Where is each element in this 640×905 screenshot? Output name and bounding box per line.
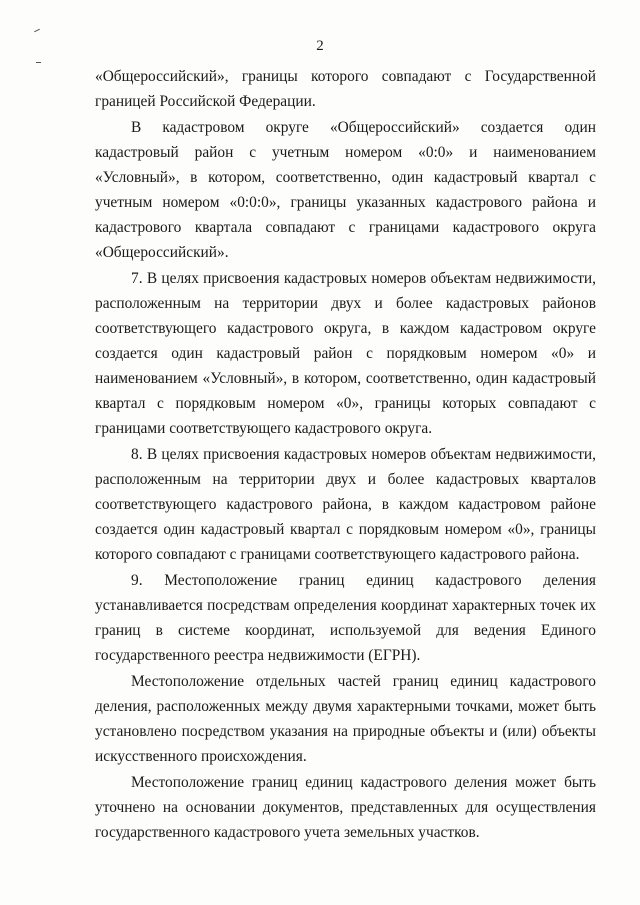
paragraph-continuation: «Общероссийский», границы которого совпадают с Государственной границей Российской Федерации.	[95, 68, 596, 110]
paragraph-item-9: 9. Местоположение границ единиц кадастрового деления устанавливается посредствам определения координат характерных точек их границ в системе координат, используемой для ведения Единого государственного реестра недвижимости (ЕГРН).	[95, 572, 596, 664]
scan-mark	[34, 29, 40, 32]
paragraph-cadastral-district: В кадастровом округе «Общероссийский» создается один кадастровый район с учетным номером «0:0» и наименованием «Условный», в котором, соответственно, один кадастровый квартал с учетным номером «0:0:0», границы указанных кадастрового района и кадастрового квартала совпадают с границами кадастрового округа «Общероссийский».	[95, 119, 596, 261]
document-body	[95, 64, 596, 846]
scan-mark	[36, 62, 41, 63]
page-number: 2	[316, 38, 324, 54]
paragraph-boundary-parts: Местоположение отдельных частей границ единиц кадастрового деления, расположенных между двумя характерными точками, может быть установлено посредством указания на природные объекты и (или) объекты искусственного происхождения.	[95, 673, 596, 765]
paragraph-item-8: 8. В целях присвоения кадастровых номеров объектам недвижимости, расположенным на территории двух и более кадастровых кварталов соответствующего кадастрового района, в каждом кадастровом районе создается один кадастровый квартал с порядковым номером «0», границы которого совпадают с границами соответствующего кадастрового района.	[95, 446, 596, 563]
paragraph-item-7: 7. В целях присвоения кадастровых номеров объектам недвижимости, расположенным на территории двух и более кадастровых районов соответствующего кадастрового округа, в каждом кадастровом округе создается один кадастровый район с порядковым номером «0» и наименованием «Условный», в котором, соответственно, один кадастровый квартал с порядковым номером «0», границы которых совпадают с границами соответствующего кадастрового округа.	[95, 270, 596, 437]
paragraph-boundary-clarification: Местоположение границ единиц кадастрового деления может быть уточнено на основании документов, представленных для осуществления государственного кадастрового учета земельных участков.	[95, 774, 596, 841]
